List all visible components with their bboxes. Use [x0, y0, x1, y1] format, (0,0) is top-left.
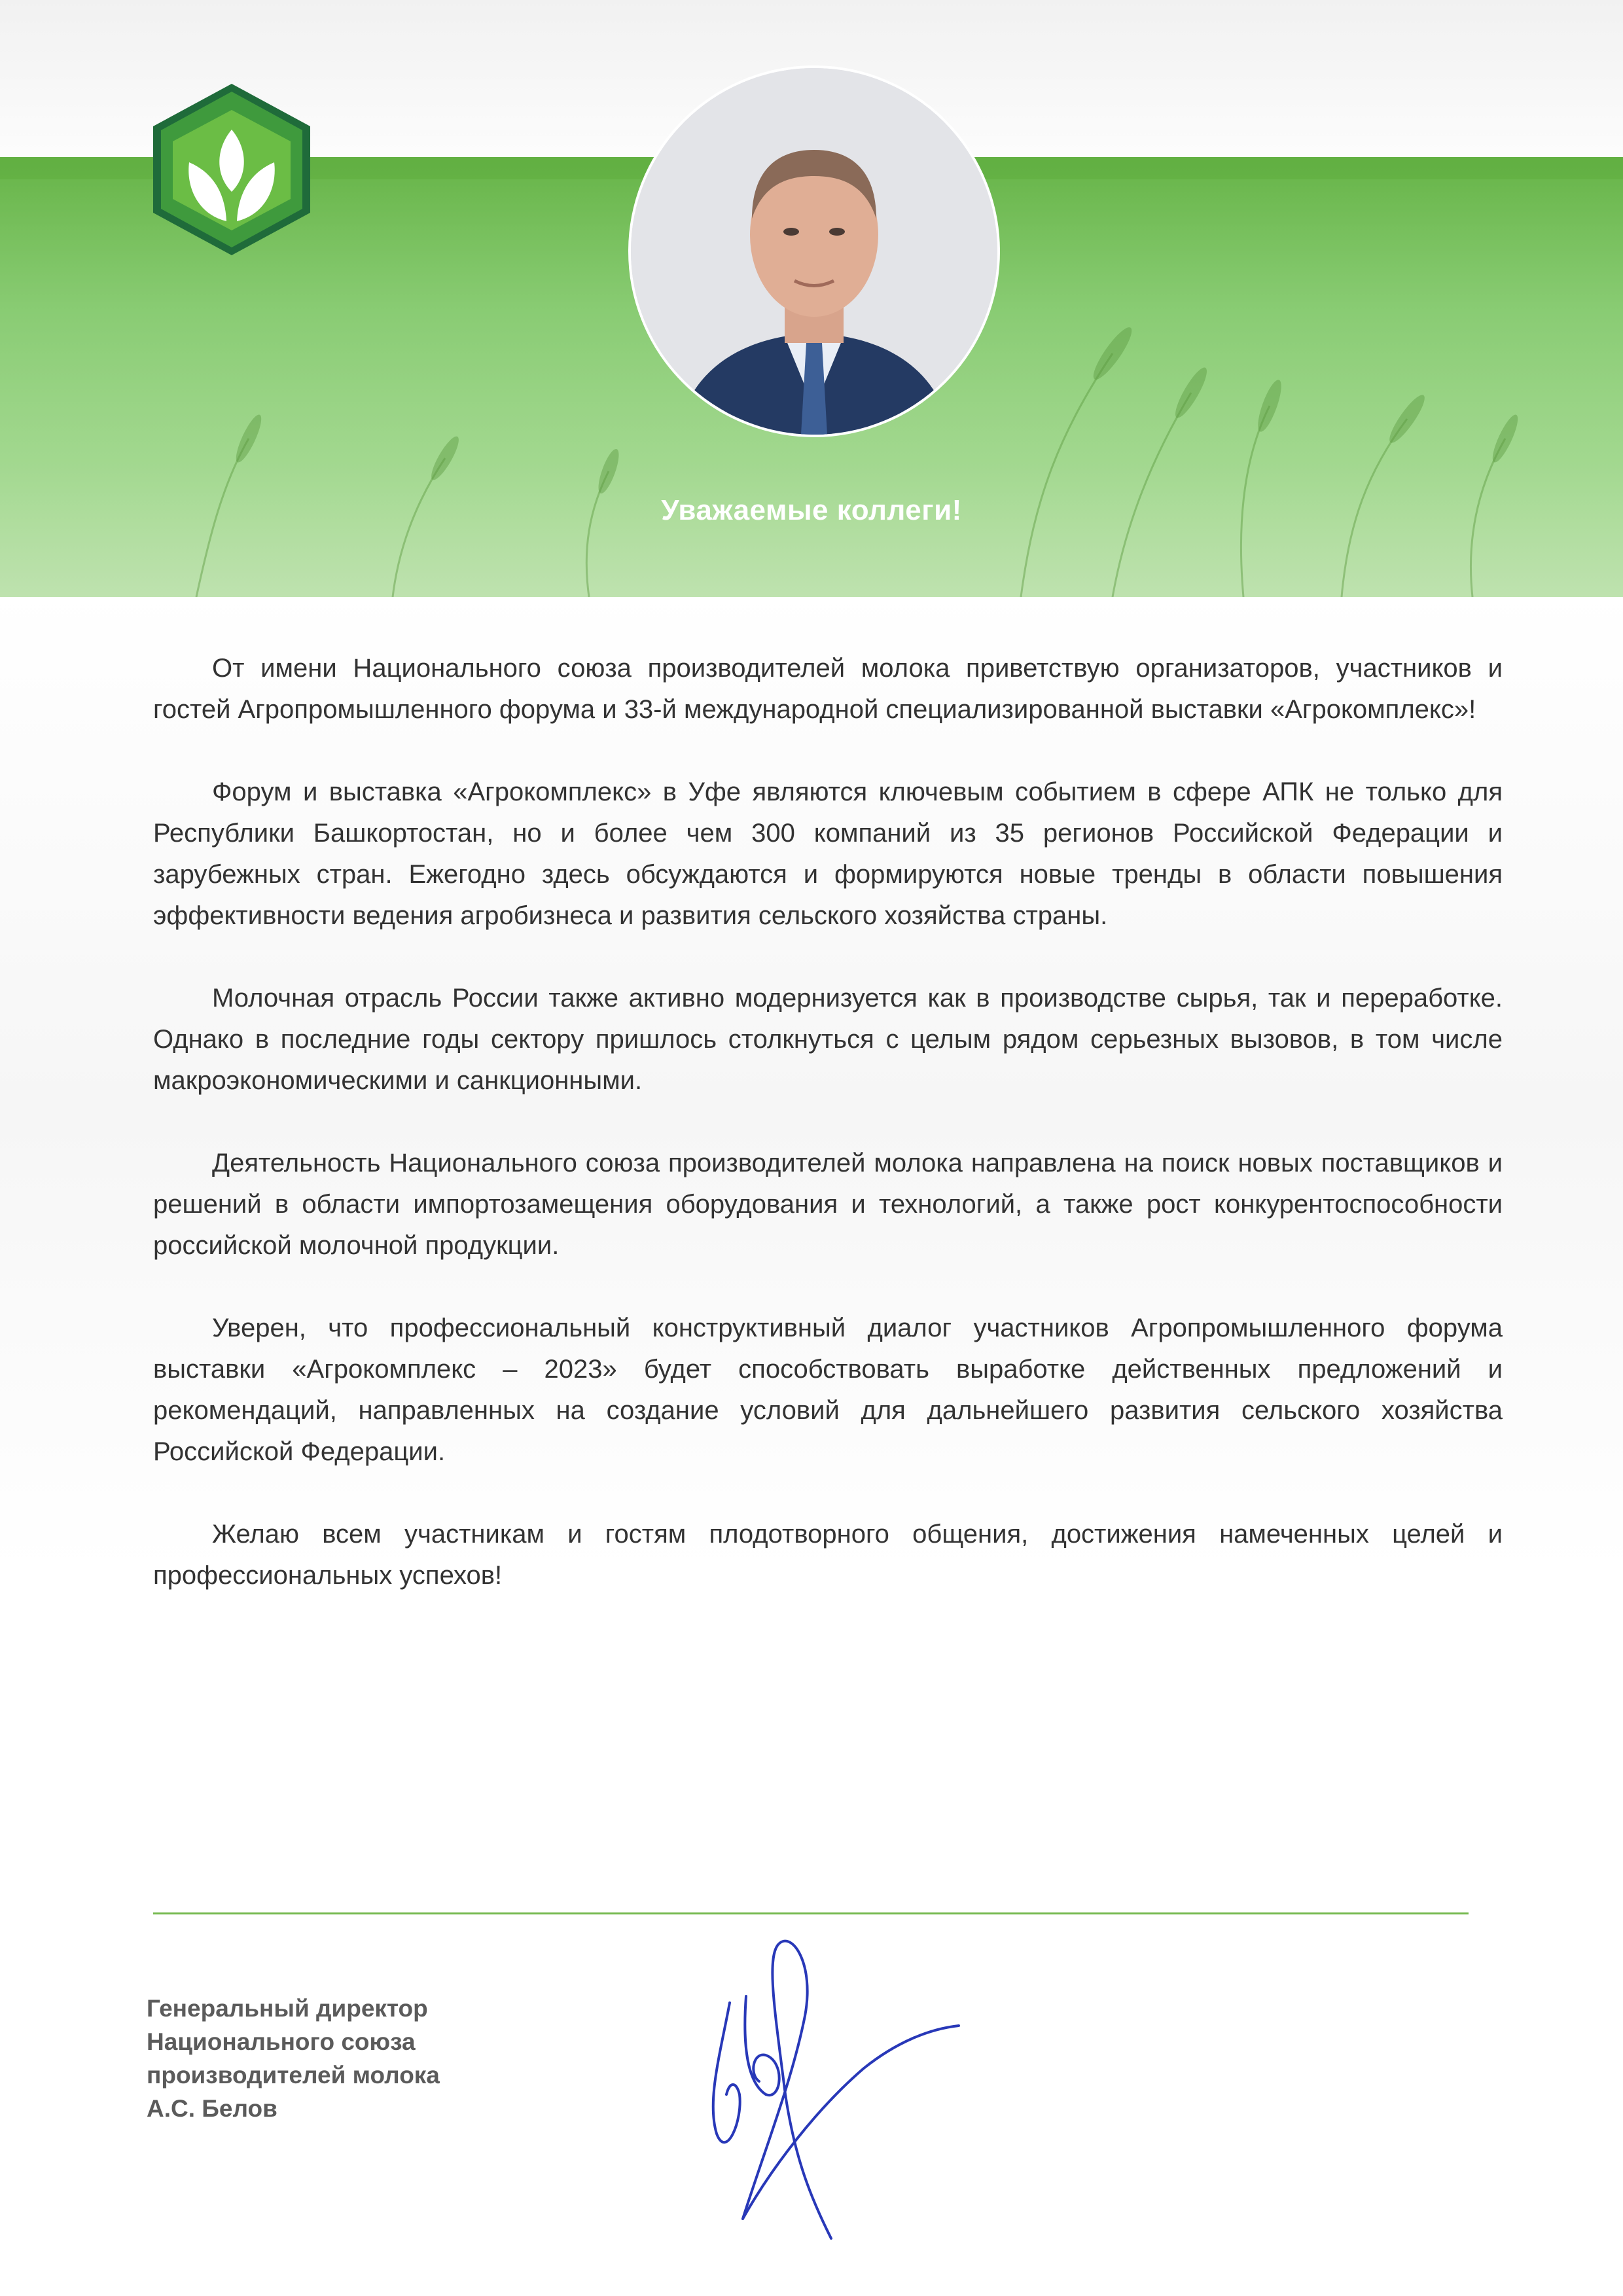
letter-paragraph: От имени Национального союза производителей молока приветствую организаторов, участников и гостей Агропромышленного форума и 33-й международной специализированной выставки «Агрокомплекс»!: [153, 654, 1503, 724]
union-logo-icon: [153, 84, 310, 255]
letter-body: [153, 648, 1503, 1596]
portrait-photo: [631, 68, 997, 435]
letter-paragraph: Уверен, что профессиональный конструктивный диалог участников Агропромышленного форума выставки «Агрокомплекс – 2023» будет способствовать выработке действенных предложений и рекомендаций, направленных на создание условий для дальнейшего развития сельского хозяйства Российской Федерации.: [153, 1314, 1503, 1466]
signer-name: А.С. Белов: [147, 2095, 277, 2122]
letter-paragraph: Молочная отрасль России также активно модернизуется как в производстве сырья, так и переработке. Однако в последние годы сектору пришлось столкнуться с целым рядом серьезных вызовов, в том числе макроэкономическими и санкционными.: [153, 984, 1503, 1095]
signer-title-line: Генеральный директор: [147, 1995, 428, 2022]
signer-block: [147, 1992, 670, 2125]
letter-paragraph: Желаю всем участникам и гостям плодотворного общения, достижения намеченных целей и профессиональных успехов!: [153, 1520, 1503, 1590]
letter-paragraph: Форум и выставка «Агрокомплекс» в Уфе являются ключевым событием в сфере АПК не только для Республики Башкортостан, но и более чем 300 компаний из 35 регионов Российской Федерации и зарубежных стран. Ежегодно здесь обсуждаются и формируются новые тренды в области повышения эффективности ведения агробизнеса и развития сельского хозяйства страны.: [153, 778, 1503, 930]
director-portrait: [628, 65, 1000, 437]
greeting-heading: Уважаемые коллеги!: [661, 494, 962, 526]
signer-title-line: производителей молока: [147, 2062, 440, 2089]
handwritten-signature: [668, 1885, 982, 2251]
signer-title-line: Национального союза: [147, 2028, 416, 2055]
letter-paragraph: Деятельность Национального союза производителей молока направлена на поиск новых поставщиков и решений в области импортозамещения оборудования и технологий, а также рост конкурентоспособности российской молочной продукции.: [153, 1149, 1503, 1260]
